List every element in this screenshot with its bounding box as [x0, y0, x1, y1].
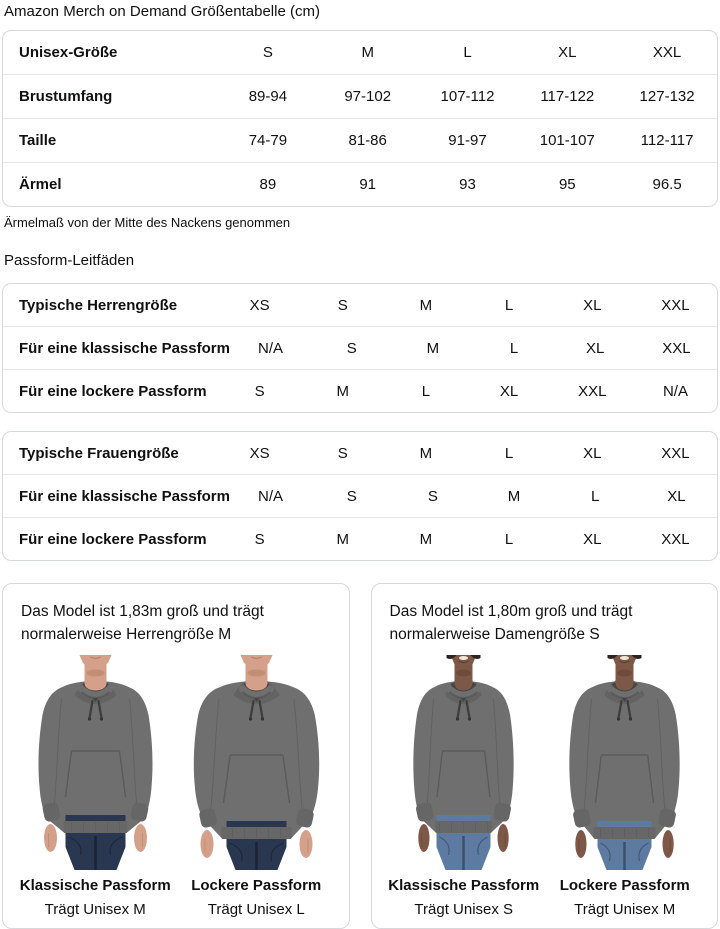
table-cell: XL [583, 444, 602, 462]
table-cell: M [419, 530, 433, 548]
row-label: Typische Frauengröße [19, 444, 179, 462]
fit-label: Lockere Passform [559, 877, 690, 894]
table-cell: 95 [558, 176, 576, 193]
table-cell: 91-97 [448, 132, 487, 149]
row-label: Brustumfang [19, 88, 113, 105]
table-cell: 96.5 [652, 176, 682, 193]
table-cell: XL [667, 487, 686, 505]
table-cell: 89-94 [248, 88, 288, 105]
table-cell: XXL [578, 382, 607, 400]
table-cell: M [336, 530, 349, 548]
table-cell: N/A [258, 487, 284, 505]
table-cell: 112-117 [640, 132, 694, 149]
table-cell: S [427, 487, 438, 505]
row-label: Für eine klassische Passform [19, 487, 230, 505]
table-cell: S [346, 339, 357, 357]
table-cell: S [346, 487, 357, 505]
table-cell: M [419, 296, 433, 314]
column-header: XL [558, 44, 577, 61]
model-cards [2, 583, 718, 929]
table-row-sleeve [3, 162, 717, 206]
table-cell: L [509, 339, 519, 357]
fit-label: Klassische Passform [19, 877, 171, 894]
table-cell: L [504, 444, 514, 462]
table-cell: 81-86 [348, 132, 387, 149]
table-row-classic-fit [3, 474, 717, 517]
row-label: Für eine lockere Passform [19, 382, 207, 400]
column-header: S [262, 44, 273, 61]
fit-guides-heading: Passform-Leitfäden [4, 252, 135, 269]
model-card-women [371, 583, 719, 929]
row-label: Ärmel [19, 176, 62, 193]
figures-row [13, 655, 339, 919]
row-label: Typische Herrengröße [19, 296, 178, 314]
fit-label: Lockere Passform [191, 877, 322, 894]
size-table [2, 30, 718, 207]
table-row-loose-fit [3, 369, 717, 412]
table-cell: 97-102 [344, 88, 392, 105]
figures-row [382, 655, 708, 919]
table-cell: L [504, 530, 514, 548]
model-photo [178, 655, 335, 870]
size-label: Trägt Unisex L [207, 901, 305, 918]
fit-table-men [2, 283, 718, 413]
figure-classic-fit [17, 655, 174, 919]
table-cell: 101-107 [539, 132, 595, 149]
row-label: Für eine lockere Passform [19, 530, 207, 548]
table-cell: XS [249, 444, 270, 462]
table-cell: XXL [661, 444, 690, 462]
table-cell: XXL [661, 530, 690, 548]
table-cell: XL [586, 339, 605, 357]
table-cell: S [254, 382, 265, 400]
table-cell: 74-79 [248, 132, 288, 149]
column-header: XXL [652, 44, 682, 61]
table-cell: S [254, 530, 265, 548]
table-row-waist [3, 118, 717, 162]
table-cell: M [507, 487, 521, 505]
fit-label: Klassische Passform [388, 877, 540, 894]
figure-loose-fit [546, 655, 703, 919]
table-cell: S [337, 444, 348, 462]
table-cell: 117-122 [540, 88, 595, 105]
table-cell: 93 [459, 176, 476, 193]
table-cell: 127-132 [639, 88, 695, 105]
model-photo [385, 655, 542, 870]
model-photo [546, 655, 703, 870]
table-cell: M [336, 382, 349, 400]
table-row-classic-fit [3, 326, 717, 369]
table-cell: XXL [662, 339, 691, 357]
size-label: Trägt Unisex M [44, 901, 146, 918]
row-label: Unisex-Größe [19, 44, 118, 61]
page-title: Amazon Merch on Demand Größentabelle (cm) [4, 3, 320, 20]
row-label: Taille [19, 132, 57, 149]
table-cell: S [337, 296, 348, 314]
table-cell: L [504, 296, 514, 314]
table-cell: XL [583, 296, 602, 314]
table-cell: M [419, 444, 433, 462]
table-cell: 89 [259, 176, 277, 193]
table-cell: XL [499, 382, 519, 400]
table-cell: XXL [661, 296, 690, 314]
table-cell: N/A [662, 382, 688, 400]
table-row-chest [3, 74, 717, 118]
model-description: Das Model ist 1,80m groß und trägt normalerweise Damengröße S [389, 603, 633, 643]
column-header: L [463, 44, 472, 61]
size-label: Trägt Unisex M [574, 901, 676, 918]
size-table-header-row [3, 31, 717, 74]
table-cell: 107-112 [440, 88, 495, 105]
size-label: Trägt Unisex S [414, 901, 514, 918]
model-description: Das Model ist 1,83m groß und trägt normalerweise Herrengröße M [21, 603, 264, 643]
model-photo [17, 655, 174, 870]
table-cell: L [421, 382, 431, 400]
fit-table-women [2, 431, 718, 561]
column-header: M [361, 44, 374, 61]
table-cell: XL [583, 530, 602, 548]
row-label: Für eine klassische Passform [19, 339, 230, 357]
table-row-loose-fit [3, 517, 717, 560]
sleeve-measure-footnote: Ärmelmaß von der Mitte des Nackens genommen [4, 215, 291, 230]
table-cell: XS [249, 296, 270, 314]
table-row-typical-women-size [3, 432, 717, 474]
model-card-men [2, 583, 350, 929]
table-cell: 91 [359, 176, 377, 193]
table-cell: M [426, 339, 440, 357]
table-cell: N/A [258, 339, 284, 357]
table-row-typical-men-size [3, 284, 717, 326]
figure-classic-fit [385, 655, 542, 919]
table-cell: L [591, 487, 600, 505]
figure-loose-fit [178, 655, 335, 919]
